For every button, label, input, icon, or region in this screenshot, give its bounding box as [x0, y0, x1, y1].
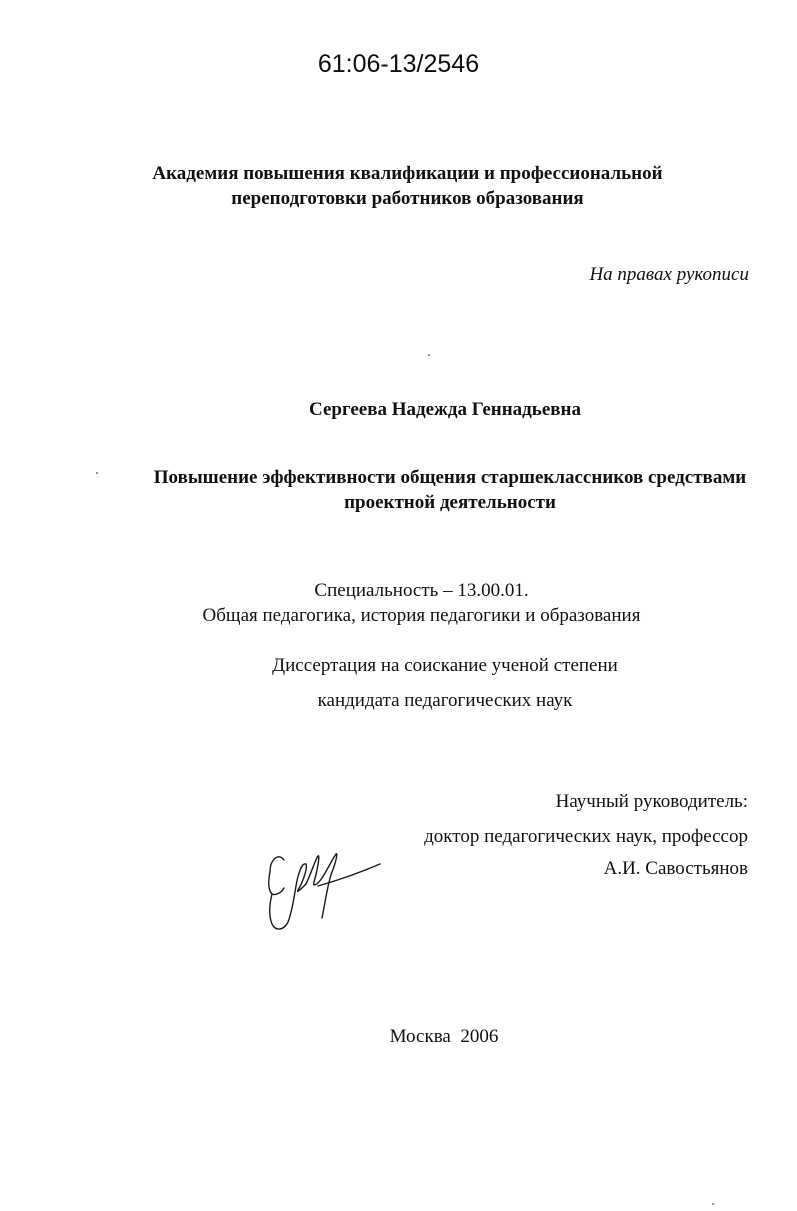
dissertation-title: [0, 465, 797, 515]
institution-line-1: Академия повышения квалификации и профессиональной: [152, 163, 663, 184]
degree-line-2: кандидата педагогических наук: [317, 690, 573, 711]
specialty-name: Общая педагогика, история педагогики и образования: [202, 605, 641, 626]
place-and-year: Москва 2006: [389, 1026, 499, 1047]
institution-line-2: переподготовки работников образования: [231, 188, 584, 209]
author-name: Сергеева Надежда Геннадьевна: [309, 399, 581, 420]
supervisor-name: А.И. Савостьянов: [603, 858, 748, 879]
scan-speck: [428, 354, 430, 356]
registry-number: 61:06-13/2546: [317, 50, 480, 78]
degree-line-1: Диссертация на соискание ученой степени: [272, 655, 618, 676]
manuscript-note: На правах рукописи: [589, 264, 749, 285]
title-line-2: проектной деятельности: [344, 492, 556, 513]
supervisor-degree: доктор педагогических наук, профессор: [424, 826, 748, 847]
signature-icon: [262, 838, 387, 938]
specialty-code: Специальность – 13.00.01.: [314, 580, 529, 601]
institution-name: [0, 161, 797, 211]
specialty: [0, 578, 797, 628]
scan-speck: [712, 1203, 714, 1205]
supervisor-label: Научный руководитель:: [555, 791, 748, 812]
title-line-1: Повышение эффективности общения старшеклассников средствами: [153, 467, 747, 488]
